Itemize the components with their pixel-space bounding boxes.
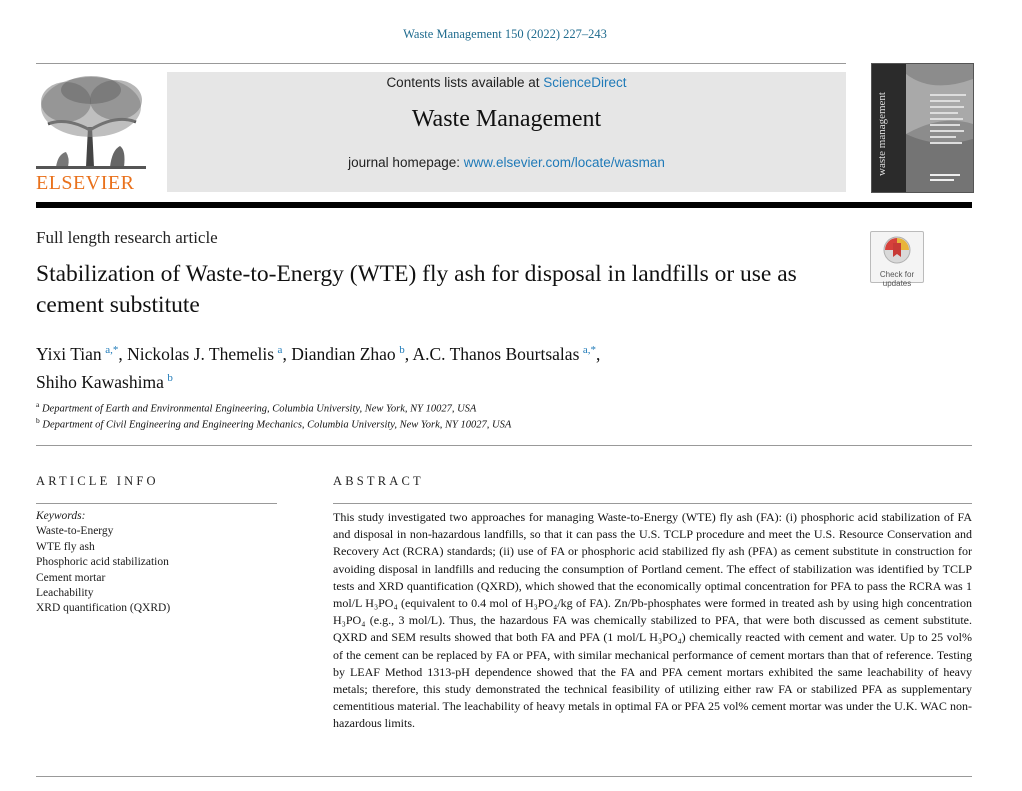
cover-title: waste management (876, 92, 888, 176)
author-name[interactable]: Yixi Tian (36, 343, 102, 364)
author-affiliation-mark[interactable]: b (399, 344, 405, 356)
author-separator: , (596, 343, 601, 364)
abstract-divider (333, 503, 972, 504)
author-affiliation-mark[interactable]: b (167, 371, 173, 384)
affiliation-mark: b (36, 416, 40, 425)
author-separator: , (282, 343, 292, 364)
section-divider (36, 445, 972, 446)
author-name[interactable]: Nickolas J. Themelis (127, 343, 275, 364)
journal-cover-image[interactable] (871, 63, 974, 193)
keywords-label: Keywords: (36, 510, 86, 522)
author-separator: , (118, 343, 128, 364)
affiliation-mark: a (36, 400, 40, 409)
header-thick-divider (36, 202, 972, 208)
journal-homepage-link[interactable]: www.elsevier.com/locate/wasman (463, 155, 665, 170)
abstract-text: This study investigated two approaches for managing Waste-to-Energy (WTE) fly ash (FA): (i) phosphoric acid stabilization of FA and disposal in non-hazardous landfills, so that it can pass the U.S. TCLP procedure and meet the U.S. Resource Conservation and Recovery Act (RCRA) standards; (ii) use of FA or phosphoric acid stabilized fly ash (PFA) as cement substitute in construction for avoiding disposal in landfills and reducing the consumption of Portland cement. The effect of stabilization was identified by TCLP tests and XRD quantification (QXRD), which showed that the economically optimal concentration for PFA to pass the RCRA was 1 mol/L H₃PO₄ (equivalent to 0.4 mol of H₃PO₄/kg of FA). Zn/Pb-phosphates were formed in treated ash by using high concentration H₃PO₄ (e.g., 3 mol/L). Thus, the hazardous FA was chemically stabilized to PFA, that were both discussed as cement substitute. QXRD and SEM results showed that both FA and PFA (1 mol/L H₃PO₄) chemically reacted with cement and water. Up to 25 vol% of the cement can be replaced by FA or PFA, with similar mechanical performance of cement mortars than that of reference. Testing by LEAF Method 1313-pH dependence showed that the FA and PFA cement mortars exhibited the same leachability of heavy metals; therefore, this study demonstrated the technical feasibility of utilizing either raw FA or stabilized PFA as supplementary cementitious material. The leachability of heavy metals in optimal FA or PFA 25 vol% cement mortar was under the U.K. WAC non-hazardous limits. (333, 510, 972, 731)
article-title: Stabilization of Waste-to-Energy (WTE) fly ash for disposal in landfills or use as cement substitute (36, 261, 797, 318)
article-info-divider (36, 503, 277, 504)
article-info-heading: ARTICLE INFO (36, 474, 159, 488)
keyword-item[interactable]: Waste-to-Energy (36, 525, 114, 538)
check-for-updates-badge[interactable] (870, 231, 924, 288)
journal-banner (167, 72, 846, 192)
crossmark-label-1: Check for (879, 270, 915, 279)
contents-line (167, 75, 846, 90)
author-separator: , (404, 343, 413, 364)
author-name[interactable]: Shiho Kawashima (36, 371, 164, 392)
keyword-item[interactable]: Cement mortar (36, 571, 106, 584)
publisher-name: ELSEVIER (36, 172, 135, 194)
elsevier-logo[interactable] (36, 72, 146, 194)
homepage-prefix: journal homepage: (348, 155, 464, 170)
crossmark-icon (882, 235, 912, 265)
affiliation-text: Department of Earth and Environmental Engineering, Columbia University, New York, NY 10027, USA (41, 403, 477, 415)
keywords-list (36, 509, 276, 617)
keyword-item[interactable]: XRD quantification (QXRD) (36, 602, 171, 615)
keyword-item[interactable]: WTE fly ash (36, 540, 95, 553)
header-divider (36, 63, 846, 64)
contents-prefix: Contents lists available at (386, 75, 544, 90)
abstract-heading: ABSTRACT (333, 474, 424, 488)
author-affiliation-mark[interactable]: a (277, 344, 283, 356)
author-affiliation-mark[interactable]: a, (582, 344, 591, 356)
affiliation-b (36, 416, 856, 431)
sciencedirect-link[interactable]: ScienceDirect (543, 75, 627, 90)
journal-citation[interactable]: Waste Management 150 (2022) 227–243 (403, 27, 607, 41)
journal-name: Waste Management (411, 106, 602, 132)
affiliation-a (36, 400, 856, 415)
affiliation-text: Department of Civil Engineering and Engineering Mechanics, Columbia University, New York, NY 10027, USA (42, 419, 512, 431)
homepage-line (167, 155, 846, 170)
corresponding-author-mark[interactable]: * (590, 344, 597, 356)
crossmark-label-2: updates (882, 279, 912, 288)
article-type: Full length research article (36, 228, 218, 247)
author-name[interactable]: A.C. Thanos Bourtsalas (412, 343, 580, 364)
footer-divider (36, 776, 972, 777)
author-name[interactable]: Diandian Zhao (291, 343, 396, 364)
corresponding-author-mark[interactable]: * (112, 344, 119, 356)
keyword-item[interactable]: Leachability (36, 587, 94, 600)
author-affiliation-mark[interactable]: a, (105, 344, 113, 356)
author-list (36, 338, 856, 394)
keyword-item[interactable]: Phosphoric acid stabilization (36, 556, 169, 569)
